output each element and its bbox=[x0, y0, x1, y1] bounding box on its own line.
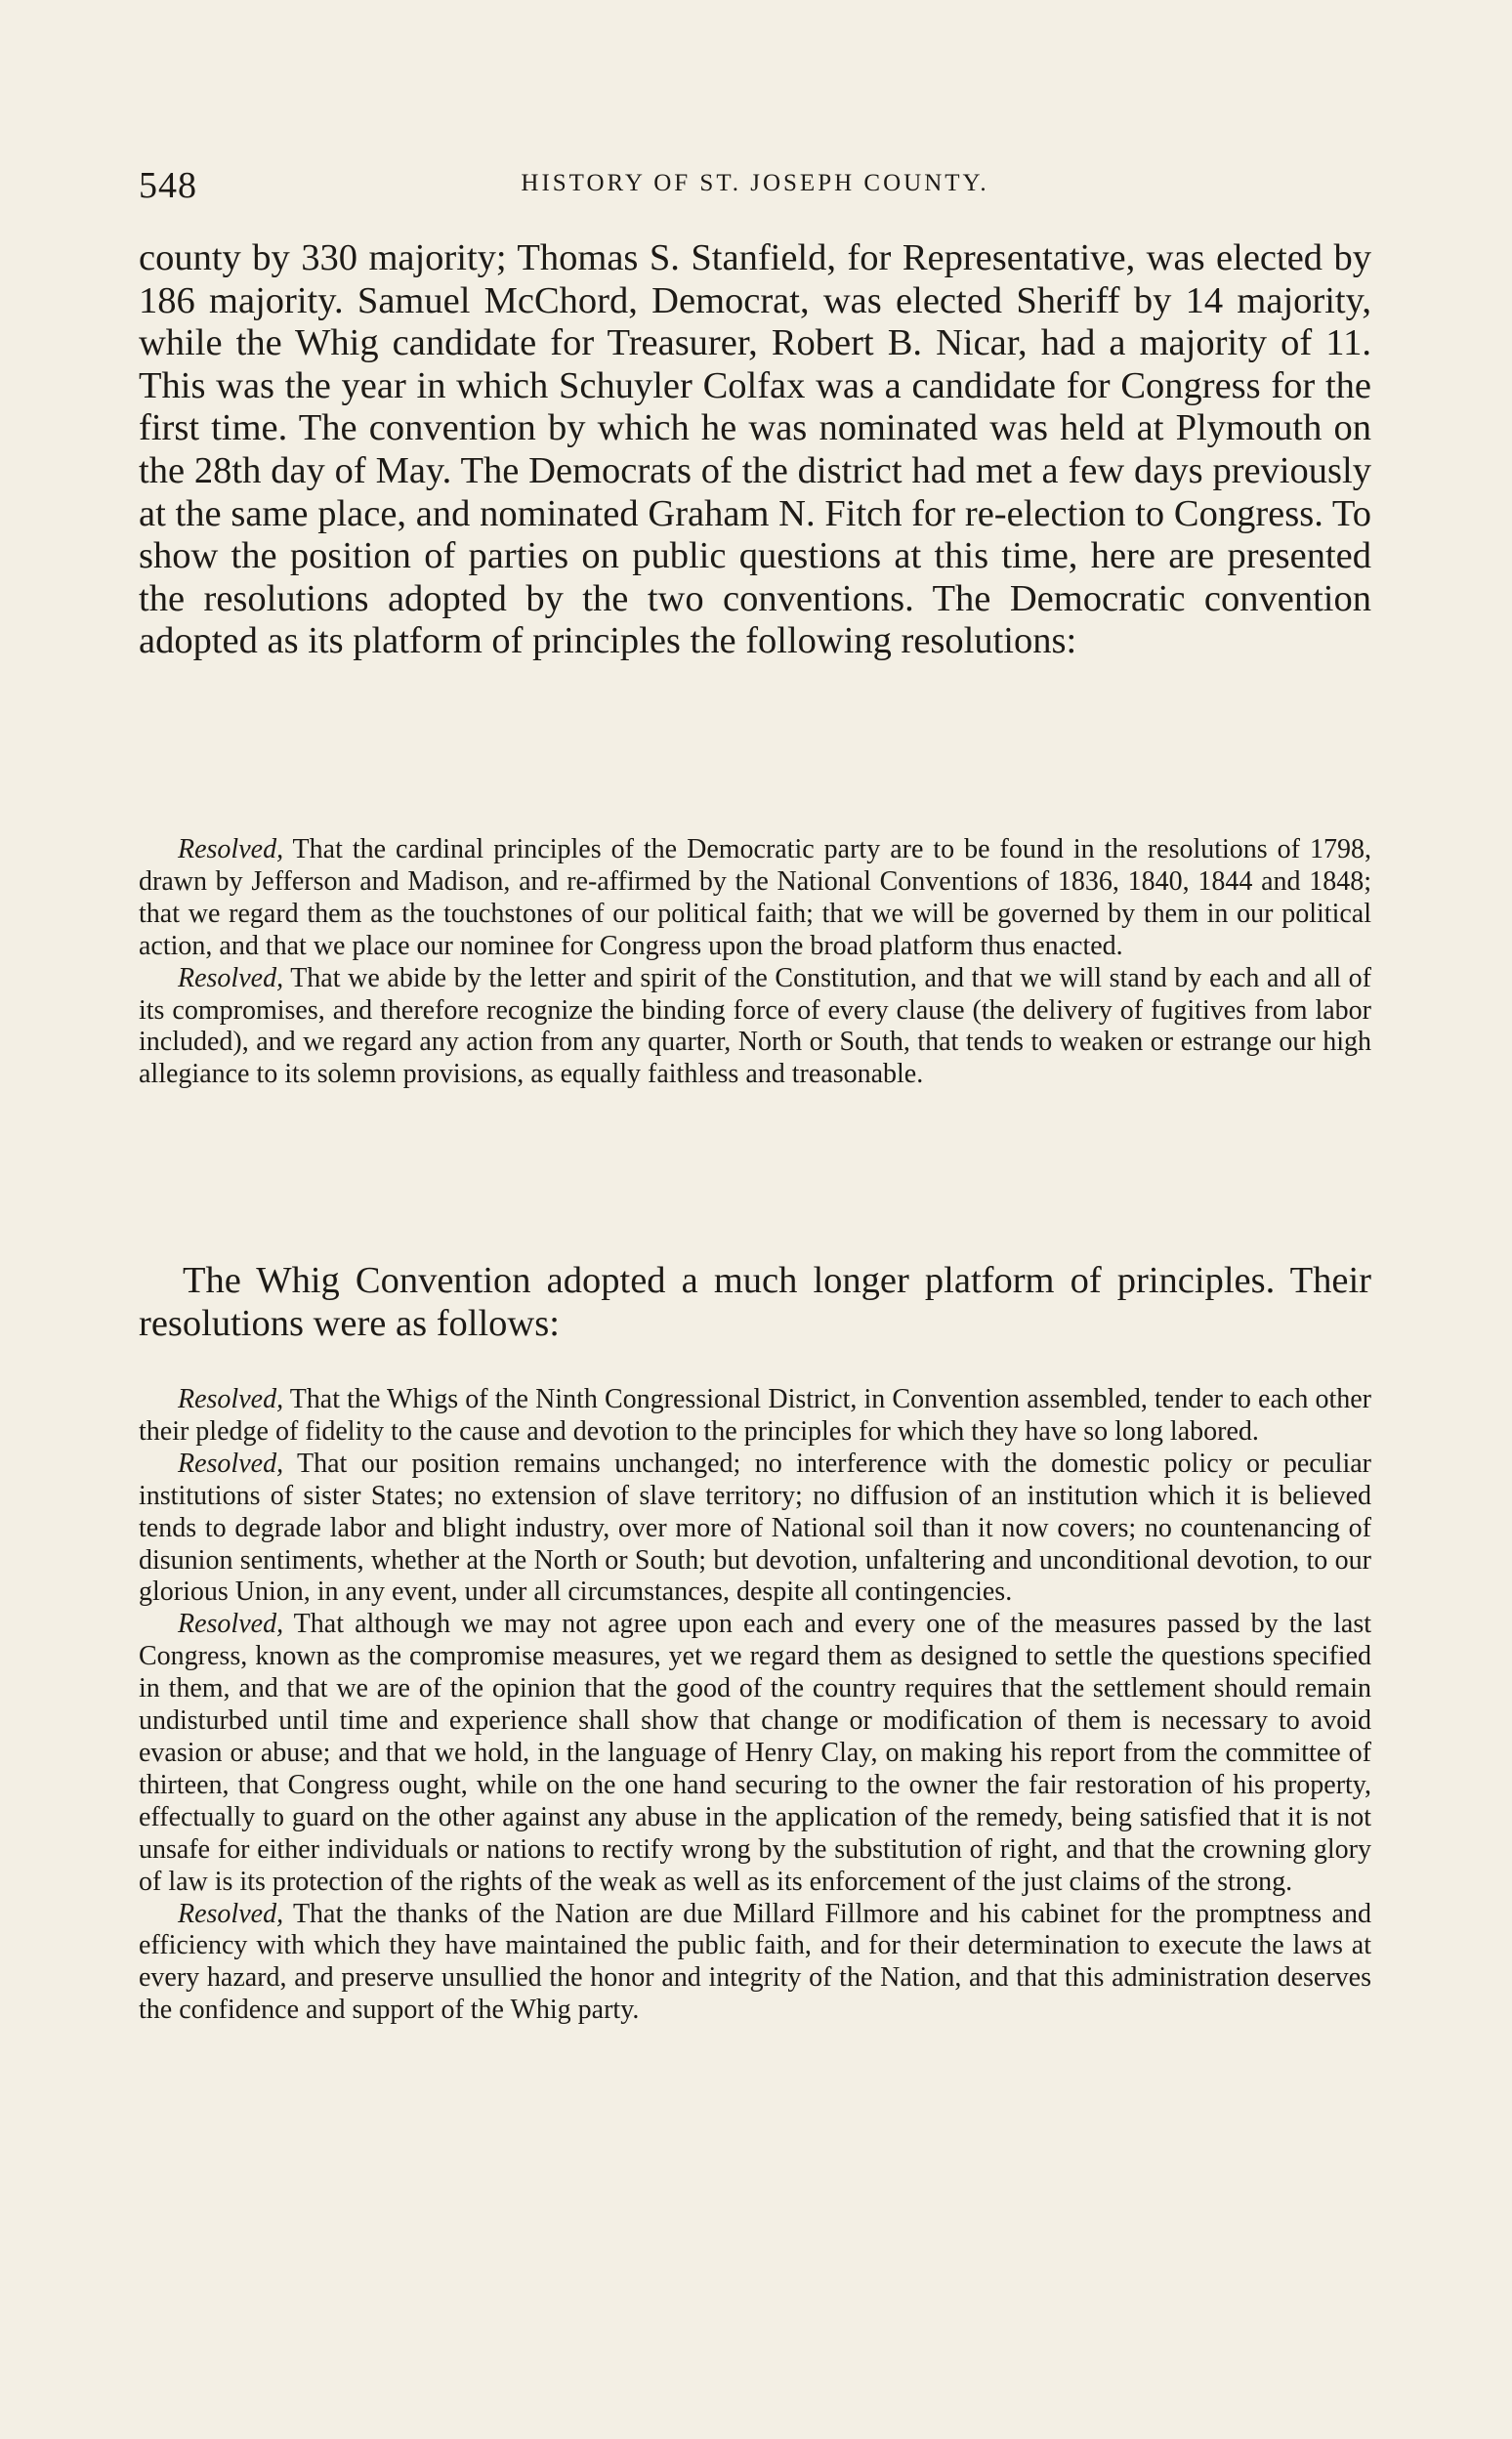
resolved-lead: Resolved, bbox=[178, 1898, 284, 1929]
page-number: 548 bbox=[139, 165, 197, 206]
resolved-lead: Resolved, bbox=[178, 962, 284, 993]
running-title: HISTORY OF ST. JOSEPH COUNTY. bbox=[521, 170, 989, 196]
resolution-text: That the cardinal principles of the Democratic party are to be found in the resolutions of 1798, drawn by Jefferson and Madison, and re-affirmed by the National Conventions of 1836, 1840, 1844 and 1848; that we regard them as the touchstones of our political faith; that we will be governed by them in our political action, and that we place our nominee for Congress upon the broad platform thus enacted. bbox=[139, 834, 1371, 961]
body-paragraph bbox=[139, 1260, 1371, 1345]
resolved-lead: Resolved, bbox=[178, 1448, 284, 1479]
resolution bbox=[139, 1899, 1371, 2028]
resolution-text: That the Whigs of the Ninth Congressional District, in Convention assembled, tender to each other their pledge of fidelity to the cause and devotion to the principles for which they have so long labored. bbox=[139, 1384, 1371, 1447]
resolution bbox=[139, 963, 1371, 1092]
resolved-lead: Resolved, bbox=[178, 1609, 284, 1640]
page-header bbox=[139, 164, 1371, 206]
paragraph-text: The Whig Convention adopted a much longer platform of principles. Their resolutions were as follows: bbox=[139, 1260, 1371, 1344]
resolution bbox=[139, 1449, 1371, 1610]
resolution bbox=[139, 834, 1371, 963]
resolution-text: That although we may not agree upon each and every one of the measures passed by the last Congress, known as the compromise measures, yet we regard them as designed to settle the questions specified in them, and that we are of the opinion that the good of the country requires that the settlement should remain undisturbed until time and experience shall show that change or modification of them is necessary to avoid evasion or abuse; and that we hold, in the language of Henry Clay, on making his report from the committee of thirteen, that Congress ought, while on the one hand securing to the owner the fair restoration of his property, effectually to guard on the other against any abuse in the application of the remedy, being satisfied that it is not unsafe for either individuals or nations to rectify wrong by the substitution of right, and that the crowning glory of law is its protection of the rights of the weak as well as its enforcement of the just claims of the strong. bbox=[139, 1609, 1371, 1897]
resolution-text: That our position remains unchanged; no interference with the domestic policy or peculiar institutions of sister States; no extension of slave territory; no diffusion of an institution which it is believed tends to degrade labor and blight industry, over more of National soil than it now covers; no countenancing of disunion sentiments, whether at the North or South; but devotion, unfaltering and unconditional devotion, to our glorious Union, in any event, under all circumstances, despite all contingencies. bbox=[139, 1448, 1371, 1608]
resolution-text: That we abide by the letter and spirit of the Constitution, and that we will stand by each and all of its compromises, and therefore recognize the binding force of every clause (the delivery of fugitives from labor included), and we regard any action from any quarter, North or South, that tends to weaken or estrange our high allegiance to its solemn provisions, as equally faithless and treasonable. bbox=[139, 962, 1371, 1090]
resolution bbox=[139, 1609, 1371, 1898]
resolved-lead: Resolved, bbox=[178, 834, 284, 864]
resolution bbox=[139, 1384, 1371, 1449]
democratic-resolutions bbox=[139, 834, 1371, 1091]
paragraph-text: county by 330 majority; Thomas S. Stanfield, for Representative, was elected by 186 majority. Samuel McChord, Democrat, was elected Sheriff by 14 majority, while the Whig candidate for Treasurer, Robert B. Nicar, had a majority of 11. This was the year in which Schuyler Colfax was a candidate for Congress for the first time. The convention by which he was nominated was held at Plymouth on the 28th day of May. The Democrats of the district had met a few days previously at the same place, and nominated Graham N. Fitch for re-election to Congress. To show the position of parties on public questions at this time, here are presented the resolutions adopted by the two conventions. The Democratic convention adopted as its platform of principles the following resolutions: bbox=[139, 237, 1371, 662]
resolved-lead: Resolved, bbox=[178, 1384, 284, 1414]
resolution-text: That the thanks of the Nation are due Millard Fillmore and his cabinet for the promptness and efficiency with which they have maintained the public faith, and for their determination to execute the laws at every hazard, and preserve unsullied the honor and integrity of the Nation, and that this administration deserves the confidence and support of the Whig party. bbox=[139, 1898, 1371, 2026]
whig-resolutions bbox=[139, 1384, 1371, 2027]
body-paragraph bbox=[139, 237, 1371, 663]
